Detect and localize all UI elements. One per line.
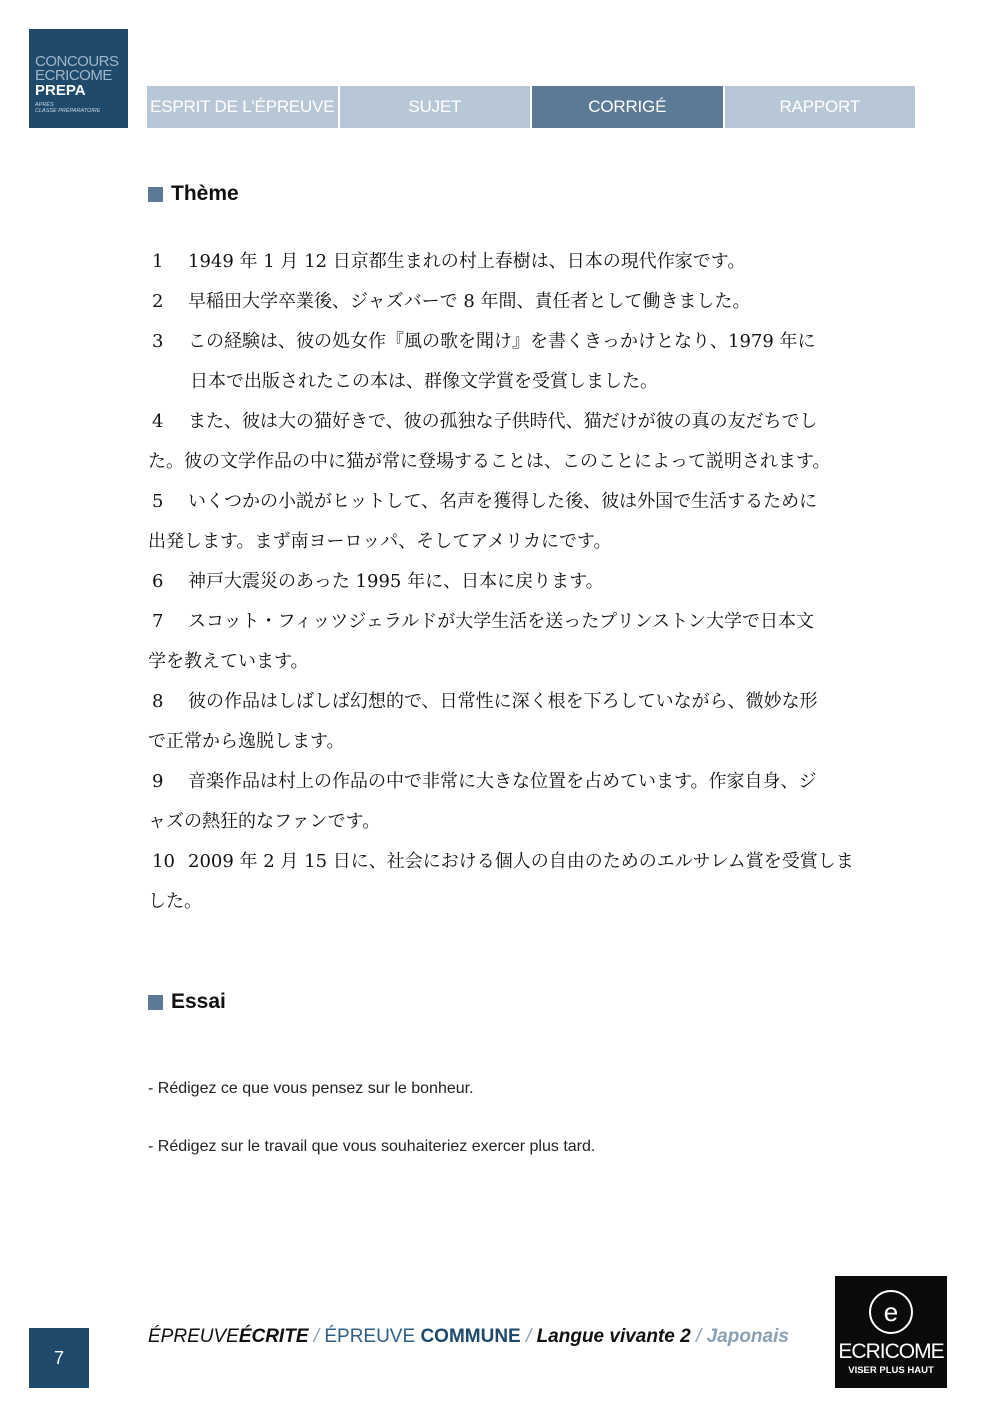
theme-item-text: 出発します。まず南ヨーロッパ、そしてアメリカにです。 (148, 531, 612, 552)
square-bullet-icon (148, 995, 163, 1010)
essai-item: - Rédigez ce que vous pensez sur le bonheur. (148, 1080, 474, 1097)
theme-line (148, 242, 938, 282)
theme-item-number: 2 (152, 291, 164, 312)
theme-line (148, 722, 938, 762)
tab-sujet[interactable]: SUJET (340, 86, 531, 128)
theme-line (148, 602, 938, 642)
theme-heading (148, 182, 239, 206)
essai-title: Essai (171, 990, 226, 1013)
theme-line (148, 802, 938, 842)
concours-logo (29, 29, 128, 128)
brand-tagline: VISER PLUS HAUT (848, 1365, 934, 1376)
section-tabs (147, 86, 915, 128)
theme-line (148, 522, 938, 562)
theme-item-number: 3 (152, 331, 164, 352)
theme-item-number: 1 (152, 251, 164, 272)
footer-separator: / (313, 1326, 320, 1347)
logo-line-prepa: PREPA (35, 82, 86, 99)
theme-line (148, 682, 938, 722)
theme-item-text: スコット・フィッツジェラルドが大学生活を送ったプリンストン大学で日本文 (188, 611, 815, 632)
square-bullet-icon (148, 187, 163, 202)
brand-name: ECRICOME (838, 1340, 944, 1363)
theme-line (148, 642, 938, 682)
theme-item-text: 音楽作品は村上の作品の中で非常に大きな位置を占めています。作家自身、ジ (188, 771, 817, 792)
footer-langue: Langue vivante 2 (536, 1326, 691, 1347)
theme-item-text: した。 (148, 891, 202, 912)
theme-line (148, 882, 938, 922)
theme-item-number: 4 (152, 411, 164, 432)
tab-esprit[interactable]: ESPRIT DE L'ÉPREUVE (147, 86, 338, 128)
logo-line-concours: CONCOURS (35, 53, 119, 70)
footer-caption (148, 1326, 789, 1348)
theme-item-text: 1949 年 1 月 12 日京都生まれの村上春樹は、日本の現代作家です。 (188, 251, 746, 272)
theme-line (148, 442, 938, 482)
theme-item-text: た。彼の文学作品の中に猫が常に登場することは、このことによって説明されます。 (148, 451, 831, 472)
footer-epreuve-2: ÉPREUVE (324, 1326, 416, 1347)
theme-line (148, 562, 938, 602)
theme-line (148, 482, 938, 522)
footer-separator: / (696, 1326, 702, 1347)
theme-title: Thème (171, 182, 239, 205)
theme-item-text: この経験は、彼の処女作『風の歌を聞け』を書くきっかけとなり、1979 年に (188, 331, 816, 352)
theme-item-number: 8 (152, 691, 164, 712)
theme-item-number: 5 (152, 491, 164, 512)
theme-line (148, 322, 938, 362)
theme-item-number: 7 (152, 611, 164, 632)
essai-item: - Rédigez sur le travail que vous souhaiteriez exercer plus tard. (148, 1138, 596, 1155)
footer-commune: COMMUNE (420, 1326, 521, 1347)
theme-item-text: ャズの熱狂的なファンです。 (148, 811, 381, 832)
theme-item-text: 学を教えています。 (148, 651, 309, 672)
footer-epreuve: ÉPREUVE (148, 1326, 239, 1347)
tab-rapport[interactable]: RAPPORT (725, 86, 916, 128)
tab-corrige[interactable]: CORRIGÉ (532, 86, 723, 128)
essai-heading (148, 990, 226, 1014)
theme-item-text: 神戸大震災のあった 1995 年に、日本に戻ります。 (188, 571, 604, 592)
footer-separator: / (526, 1326, 532, 1347)
theme-line (148, 362, 938, 402)
logo-line-ecricome: ECRICOME (35, 67, 112, 84)
theme-item-text: また、彼は大の猫好きで、彼の孤独な子供時代、猫だけが彼の真の友だちでし (188, 411, 818, 432)
theme-item-text: 2009 年 2 月 15 日に、社会における個人の自由のためのエルサレム賞を受賞しま (188, 851, 854, 872)
footer-japonais: Japonais (706, 1326, 789, 1347)
theme-item-number: 6 (152, 571, 164, 592)
logo-line-apres: APRÈS (35, 102, 54, 108)
footer-ecrite: ÉCRITE (238, 1326, 309, 1347)
ecricome-brand-logo (835, 1276, 947, 1388)
theme-line (148, 282, 938, 322)
theme-item-number: 9 (152, 771, 164, 792)
theme-line (148, 762, 938, 802)
theme-item-text: いくつかの小説がヒットして、名声を獲得した後、彼は外国で生活するために (188, 491, 818, 512)
theme-line (148, 842, 938, 882)
theme-item-text: 日本で出版されたこの本は、群像文学賞を受賞しました。 (190, 371, 658, 392)
logo-line-classe: CLASSE PRÉPARATOIRE (35, 108, 101, 114)
page-number: 7 (29, 1328, 89, 1388)
theme-line (148, 402, 938, 442)
theme-item-text: で正常から逸脱します。 (148, 731, 345, 752)
ecricome-e-icon: e (869, 1290, 913, 1334)
theme-item-number: 10 (152, 851, 175, 872)
theme-item-text: 彼の作品はしばしば幻想的で、日常性に深く根を下ろしていながら、微妙な形 (188, 691, 818, 712)
theme-list (148, 242, 938, 922)
theme-item-text: 早稲田大学卒業後、ジャズバーで 8 年間、責任者として働きました。 (188, 291, 751, 312)
